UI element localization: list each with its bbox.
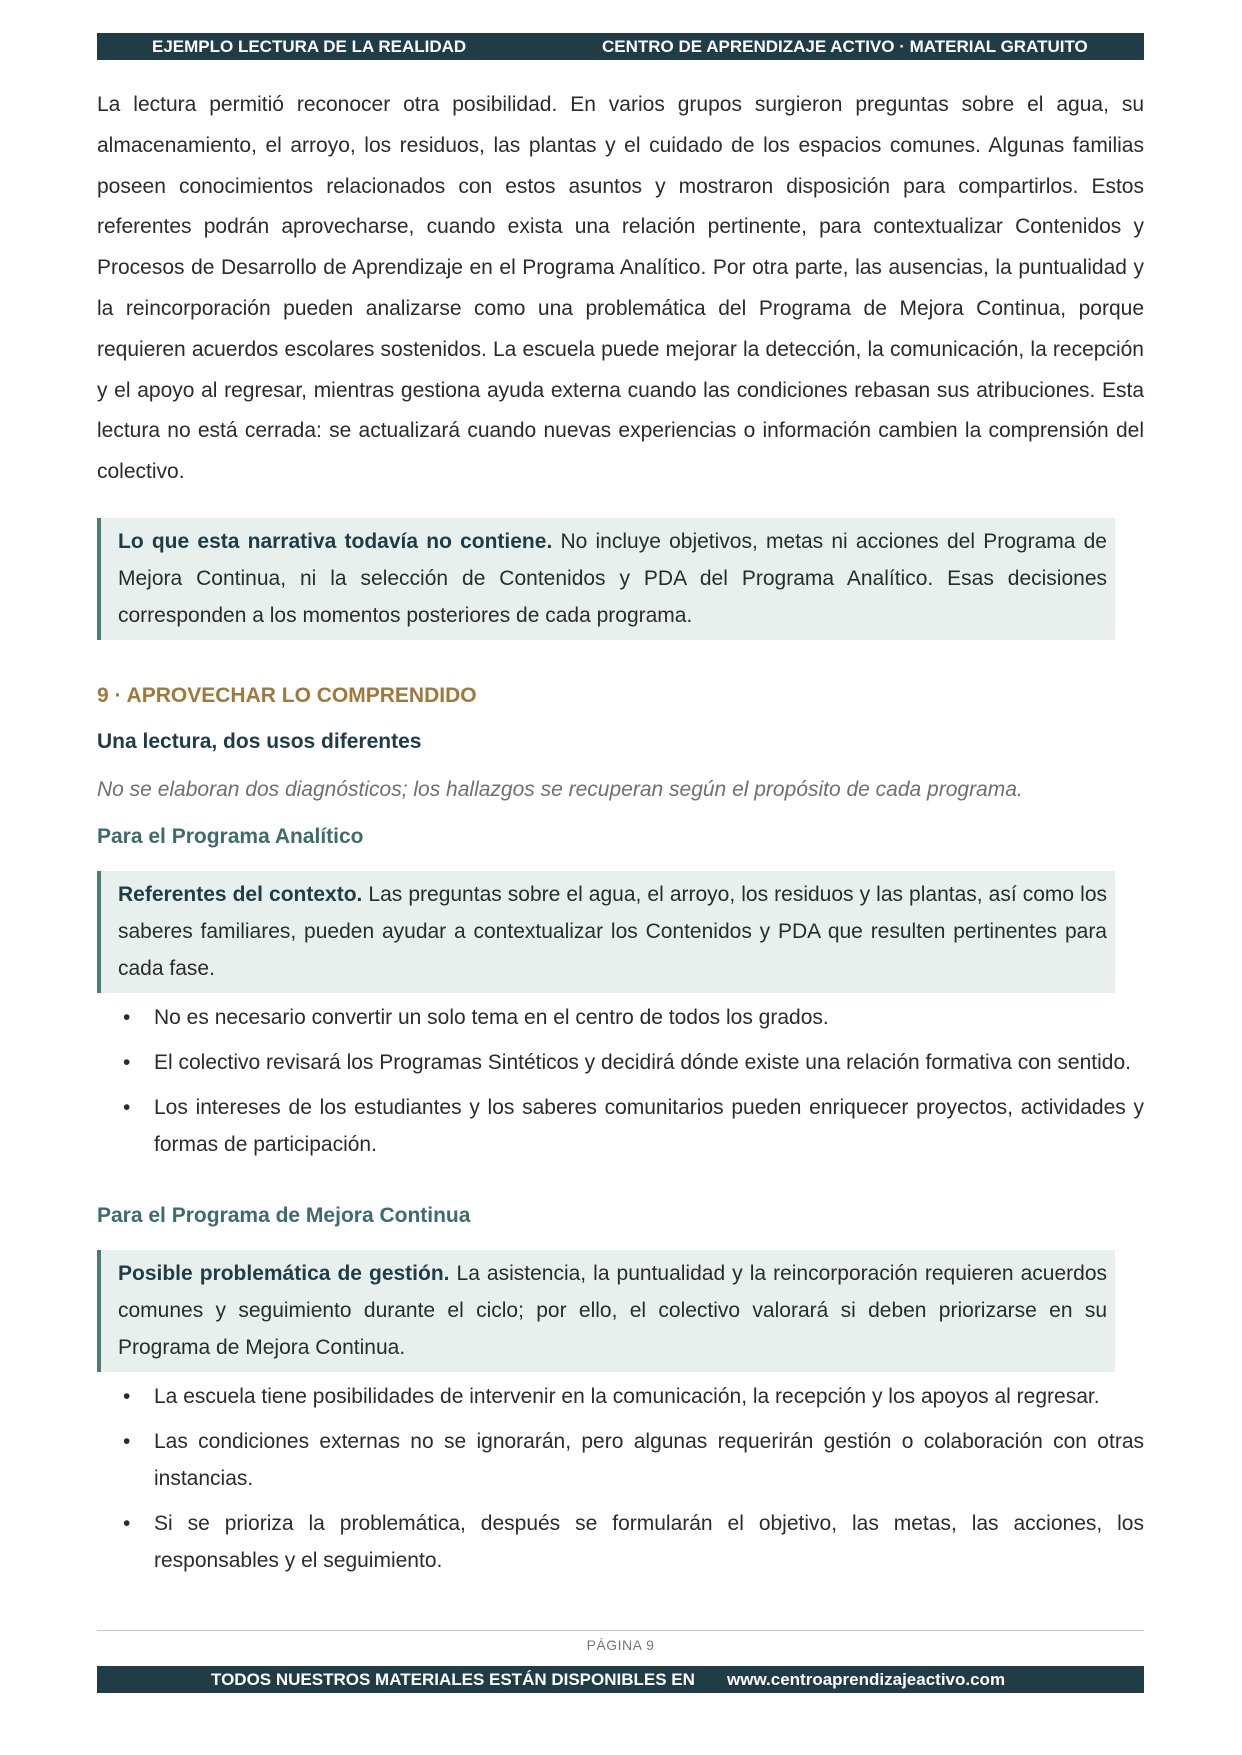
footer-website-link[interactable]: www.centroaprendizajeactivo.com xyxy=(727,1669,1006,1689)
bullet-icon: • xyxy=(123,1050,131,1074)
list-item xyxy=(97,1505,1144,1579)
callout-narrative-bold: Lo que esta narrativa todavía no contiene. xyxy=(118,529,553,553)
callout-narrative xyxy=(97,518,1115,640)
heading-analitico: Para el Programa Analítico xyxy=(97,824,364,848)
list-item-text: Las condiciones externas no se ignorarán, pero algunas requerirán gestión o colaboración con otras instancias. xyxy=(154,1429,1144,1490)
bullet-icon: • xyxy=(123,1384,131,1408)
section-subtitle: Una lectura, dos usos diferentes xyxy=(97,729,422,753)
mejora-bullet-list xyxy=(97,1378,1144,1579)
section-title: 9 · APROVECHAR LO COMPRENDIDO xyxy=(97,683,477,707)
bullet-icon: • xyxy=(123,1095,131,1119)
bullet-icon: • xyxy=(123,1511,131,1535)
list-item-text: Si se prioriza la problemática, después se formularán el objetivo, las metas, las acciones, los responsables y el seguimiento. xyxy=(154,1511,1144,1572)
list-item xyxy=(97,1089,1144,1163)
header-right-title: CENTRO DE APRENDIZAJE ACTIVO · MATERIAL GRATUITO xyxy=(602,36,1088,56)
section-lead: No se elaboran dos diagnósticos; los hallazgos se recuperan según el propósito de cada programa. xyxy=(97,777,1023,801)
footer-divider xyxy=(97,1630,1144,1631)
header-left-title: EJEMPLO LECTURA DE LA REALIDAD xyxy=(152,36,467,56)
footer-left-text: TODOS NUESTROS MATERIALES ESTÁN DISPONIBLES EN xyxy=(211,1669,695,1689)
list-item xyxy=(97,1423,1144,1497)
bullet-icon: • xyxy=(123,1429,131,1453)
list-item-text: El colectivo revisará los Programas Sintéticos y decidirá dónde existe una relación formativa con sentido. xyxy=(154,1050,1131,1074)
callout-mejora-bold: Posible problemática de gestión. xyxy=(118,1261,450,1285)
callout-mejora-text: La asistencia, la puntualidad y la reincorporación requieren acuerdos comunes y seguimiento durante el ciclo; por ello, el colectivo valorará si deben priorizarse en su Programa de Mejora Continua. xyxy=(118,1261,1107,1359)
intro-paragraph: La lectura permitió reconocer otra posibilidad. En varios grupos surgieron preguntas sobre el agua, su almacenamiento, el arroyo, los residuos, las plantas y el cuidado de los espacios comunes. Algunas familias poseen conocimientos relacionados con estos asuntos y mostraron disposición para compartirlos. Estos referentes podrán aprovecharse, cuando exista una relación pertinente, para contextualizar Contenidos y Procesos de Desarrollo de Aprendizaje en el Programa Analítico. Por otra parte, las ausencias, la puntualidad y la reincorporación pueden analizarse como una problemática del Programa de Mejora Continua, porque requieren acuerdos escolares sostenidos. La escuela puede mejorar la detección, la comunicación, la recepción y el apoyo al regresar, mientras gestiona ayuda externa cuando las condiciones rebasan sus atribuciones. Esta lectura no está cerrada: se actualizará cuando nuevas experiencias o información cambien la comprensión del colectivo. xyxy=(97,93,1144,484)
page-number: PÁGINA 9 xyxy=(586,1637,655,1653)
callout-analitico xyxy=(97,871,1115,993)
callout-analitico-text: Las preguntas sobre el agua, el arroyo, los residuos y las plantas, así como los saberes familiares, pueden ayudar a contextualizar los Contenidos y PDA que resulten pertinentes para cada fase. xyxy=(118,882,1107,980)
list-item xyxy=(97,1378,1144,1415)
footer-band xyxy=(97,1666,1144,1693)
header-band xyxy=(97,33,1144,60)
analitico-bullet-list xyxy=(97,999,1144,1163)
heading-mejora: Para el Programa de Mejora Continua xyxy=(97,1203,471,1227)
callout-narrative-text: No incluye objetivos, metas ni acciones del Programa de Mejora Continua, ni la selección de Contenidos y PDA del Programa Analítico. Esas decisiones corresponden a los momentos posteriores de cada programa. xyxy=(118,529,1107,627)
callout-mejora xyxy=(97,1250,1115,1372)
callout-analitico-bold: Referentes del contexto. xyxy=(118,882,363,906)
list-item xyxy=(97,999,1144,1036)
bullet-icon: • xyxy=(123,1005,131,1029)
list-item xyxy=(97,1044,1144,1081)
page-content xyxy=(97,85,1144,1587)
list-item-text: Los intereses de los estudiantes y los saberes comunitarios pueden enriquecer proyectos, actividades y formas de participación. xyxy=(154,1095,1144,1156)
list-item-text: La escuela tiene posibilidades de intervenir en la comunicación, la recepción y los apoyos al regresar. xyxy=(154,1384,1100,1408)
list-item-text: No es necesario convertir un solo tema en el centro de todos los grados. xyxy=(154,1005,829,1029)
